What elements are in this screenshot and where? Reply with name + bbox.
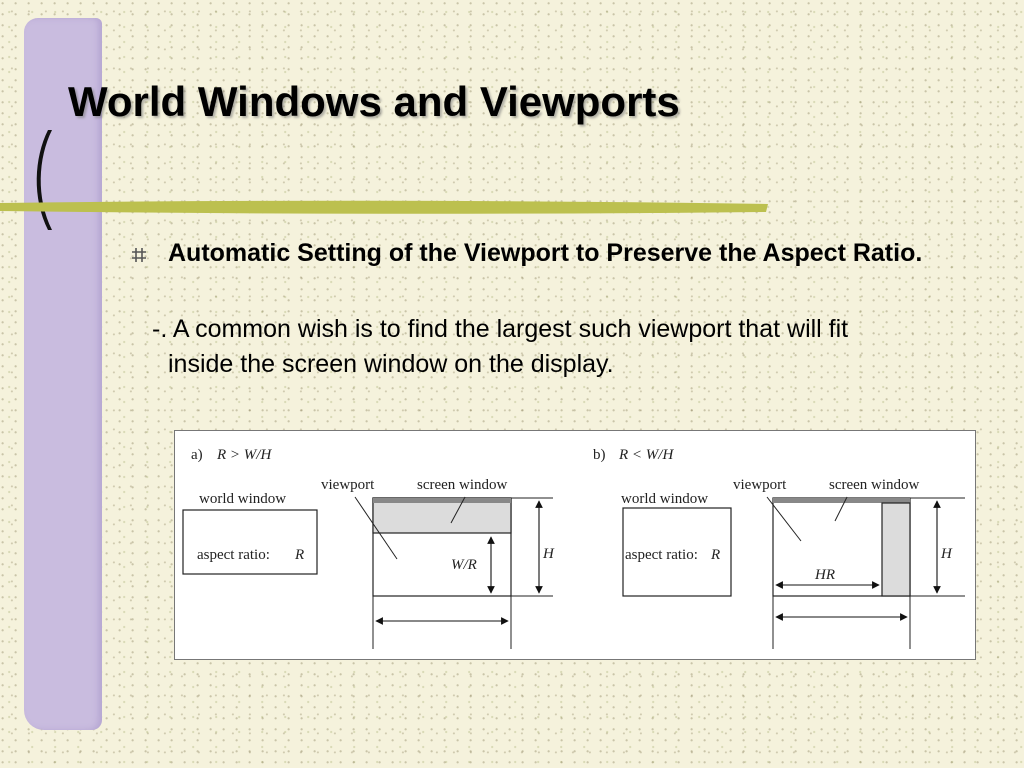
panel-a-world-window-label: world window [199,491,287,507]
panel-b-aspect-var: R [711,547,721,563]
panel-b-h-label: H [941,546,952,562]
panel-a-condition: R > W/H [217,447,272,463]
panel-b-viewport-label: viewport [733,477,787,493]
title-underline-bar [0,198,768,216]
sub-text-line2: inside the screen window on the display. [168,350,614,378]
bracket-decoration [32,128,54,232]
panel-a [183,447,555,649]
sub-text-line1: -. A common wish is to find the largest such viewport that will fit [152,315,849,343]
panel-a-aspect-var: R [295,547,305,563]
panel-a-viewport-rect [373,498,511,533]
sub-text [152,312,972,382]
bullet-text: Automatic Setting of the Viewport to Preserve the Aspect Ratio. [168,239,923,267]
panel-a-world-window-rect [183,510,317,574]
panel-b-screen-window-label: screen window [829,477,920,493]
panel-a-viewport-label: viewport [321,477,375,493]
viewport-figure [174,430,976,660]
panel-b-screen-top-band [773,498,910,503]
panel-a-screen-top-band [373,498,511,503]
panel-a-h-label: H [543,546,554,562]
panel-b [593,447,965,649]
panel-b-prefix: b) [593,447,606,463]
slide-title: World Windows and Viewports [68,78,680,125]
panel-b-hr-label: HR [815,567,835,583]
panel-b-condition: R < W/H [619,447,674,463]
panel-b-world-window-label: world window [621,491,709,507]
panel-a-wr-label: W/R [451,557,477,573]
bullet-icon [130,246,148,264]
panel-a-prefix: a) [191,447,203,463]
panel-b-viewport-pointer [767,497,801,541]
panel-b-aspect-label: aspect ratio: [625,547,698,563]
panel-b-viewport-rect [882,503,910,596]
panel-a-screen-window-label: screen window [417,477,508,493]
panel-a-aspect-label: aspect ratio: [197,547,270,563]
